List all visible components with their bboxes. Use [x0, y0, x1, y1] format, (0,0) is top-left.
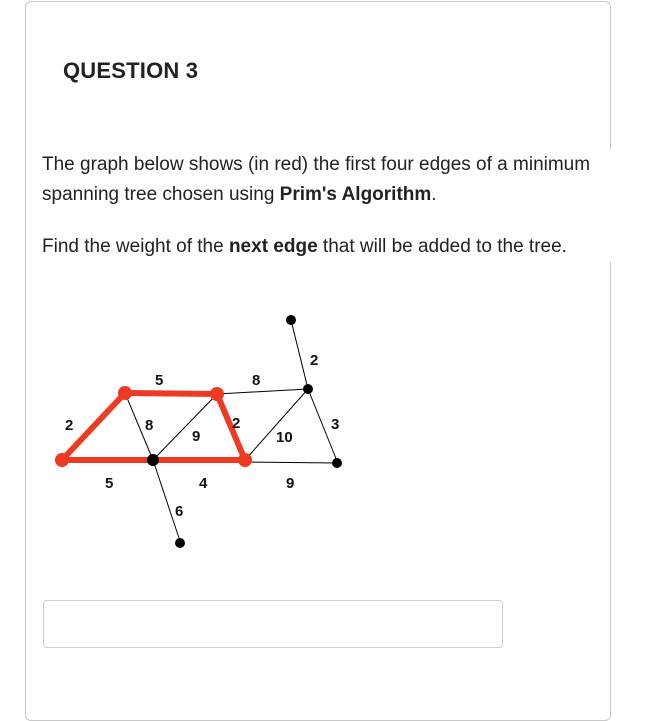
question-prompt	[42, 150, 617, 262]
question-title: QUESTION 3	[63, 58, 199, 83]
node-bottom	[175, 538, 185, 548]
edge-lower-middle-to-top-middle	[153, 394, 217, 460]
node-top	[286, 315, 296, 325]
weight-lower-middle-to-top-middle: 9	[192, 428, 201, 445]
edge-top-middle-to-upper-right	[217, 389, 308, 394]
edge-lower-middle-to-bottom	[153, 460, 180, 541]
node-top-left	[118, 386, 132, 400]
weight-lower-middle-to-lower-right: 4	[199, 475, 208, 492]
weight-top-middle-to-lower-right: 2	[232, 415, 241, 432]
edge-weight-labels	[65, 352, 339, 520]
weight-top-to-mid-right: 2	[310, 352, 319, 369]
weight-top-left-to-top-middle: 5	[155, 372, 164, 389]
answer-input[interactable]	[43, 600, 503, 648]
intro-text: The graph below shows (in red) the first four edges of a minimum spanning tree chosen using	[42, 154, 591, 205]
node-lower-middle	[147, 454, 159, 466]
node-top-middle	[210, 387, 224, 401]
edge-top-to-mid-right	[291, 320, 308, 389]
node-left	[55, 453, 69, 467]
weight-top-middle-to-upper-right: 8	[252, 372, 261, 389]
weight-mid-right-to-far-right: 3	[331, 416, 340, 433]
weight-top-left-to-left: 2	[65, 417, 74, 434]
weight-lower-right-to-far-right: 9	[286, 475, 295, 492]
node-mid-right	[303, 384, 313, 394]
intro-end: .	[431, 184, 437, 205]
ask-text: Find the weight of the	[42, 236, 229, 257]
intro-paragraph	[42, 150, 617, 210]
edge-lower-right-to-far-right	[245, 462, 337, 463]
ask-bold: next edge	[228, 236, 318, 257]
edge-lower-right-to-mid-right	[245, 389, 308, 460]
weight-top-left-to-lower-middle: 8	[145, 417, 154, 434]
ask-end: that will be added to the tree.	[317, 236, 567, 257]
node-far-right	[332, 458, 342, 468]
weight-lower-middle-to-bottom: 6	[175, 503, 184, 520]
ask-paragraph	[42, 232, 617, 262]
tree-edge-top-middle-to-lower-right	[217, 394, 245, 460]
graph-figure	[40, 305, 360, 565]
node-lower-right	[238, 453, 252, 467]
intro-bold: Prim's Algorithm	[279, 184, 432, 205]
weight-left-to-lower-middle: 5	[105, 475, 114, 492]
tree-edge-top-left-to-top-middle	[125, 393, 217, 394]
weight-lower-right-to-mid-right: 10	[276, 429, 293, 446]
tree-edges	[62, 393, 245, 460]
